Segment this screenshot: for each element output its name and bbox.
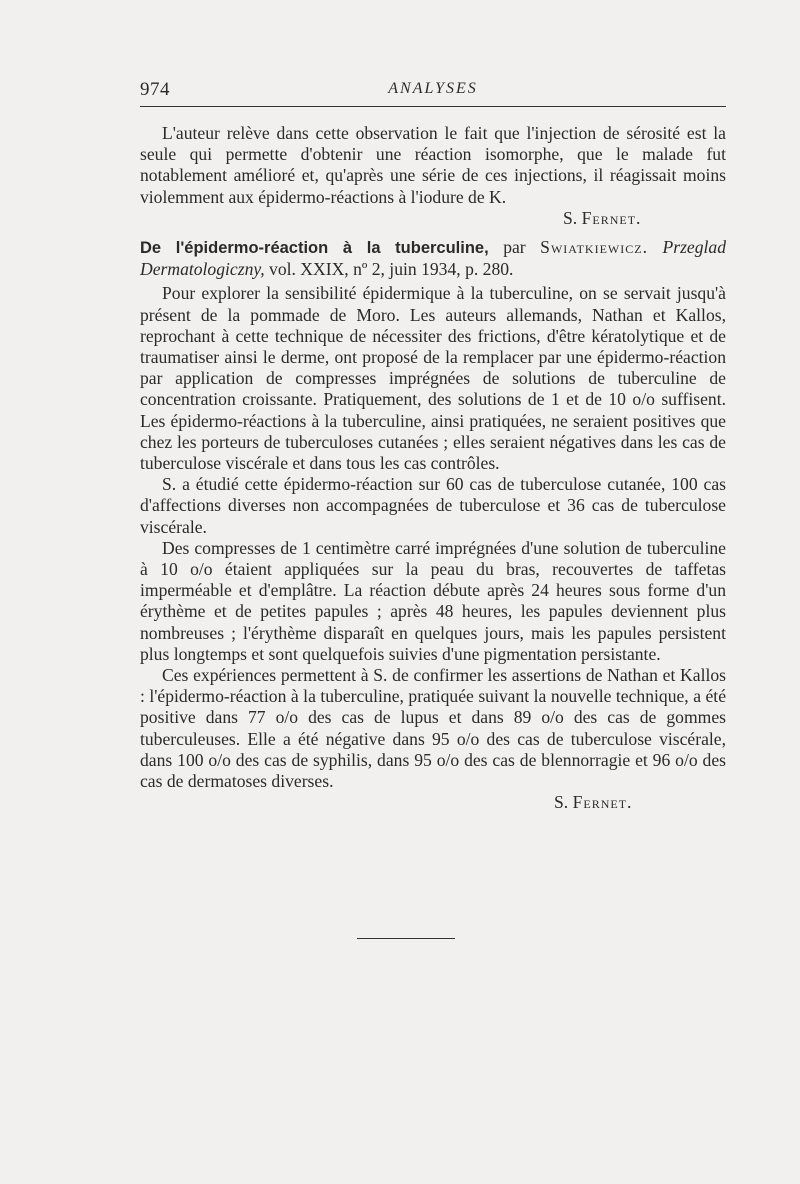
page-header <box>140 79 726 103</box>
review-2-journal: Przeglad Dermatologiczny, <box>140 237 727 280</box>
review-2-paragraph: Pour explorer la sensibilité épidermique à la tuberculine, on se servait jusqu'à présent de la pommade de Moro. Les auteurs allemands, Nathan et Kallos, reprochant à cette technique de nécessiter des frictions, d'être kératolytique et de traumatiser ainsi le derme, ont proposé de la remplacer par une épidermo-réaction par application de compresses imprégnées de solutions de tuberculine de concentration croissante. Pratiquement, des solutions de 1 et de 10 o/o suffisent. Les épidermo-réactions à la tuberculine, ainsi pratiquées, ne seraient positives que chez les porteurs de tuberculoses cutanées ; elles seraient négatives dans les cas de tuberculose viscérale et dans tous les cas contrôles. <box>140 283 726 474</box>
review-2-paragraph: Ces expériences permettent à S. de confirmer les assertions de Nathan et Kallos : l'épidermo-réaction à la tuberculine, pratiquée suivant la nouvelle technique, a été positive dans 77 o/o des cas de lupus et dans 89 o/o des cas de gommes tuberculeuses. Elle a été négative dans 95 o/o des cas de tuberculose viscérale, dans 100 o/o des cas de syphilis, dans 95 o/o des cas de blennorragie et 96 o/o des cas de dermatoses diverses. <box>140 665 726 792</box>
header-rule <box>140 106 726 107</box>
running-title: ANALYSES <box>388 80 478 97</box>
end-rule <box>357 938 455 939</box>
page-number: 974 <box>140 79 170 100</box>
review-2-citation: vol. XXIX, nº 2, juin 1934, p. 280. <box>269 259 514 280</box>
signature-initial: S. <box>563 207 578 228</box>
review-1-signature <box>140 208 726 229</box>
review-2-title: De l'épidermo-réaction à la tuberculine, <box>140 239 489 258</box>
signature-initial: S. <box>554 792 569 813</box>
review-2-paragraph: Des compresses de 1 centimètre carré imprégnées d'une solution de tuberculine à 10 o/o étaient appliquées sur la peau du bras, recouvertes de taffetas imperméable et d'emplâtre. La réaction débute après 24 heures sous forme d'un érythème et de petites papules ; après 48 heures, les papules deviennent plus nombreuses ; l'érythème disparaît en quelques jours, mais les papules persistent plus longtemps et sont quelquefois suivies d'une pigmentation persistante. <box>140 537 726 664</box>
review-2-author: Swiatkiewicz. <box>540 237 648 258</box>
signature-name: Fernet. <box>572 792 633 813</box>
signature-name: Fernet. <box>581 207 642 228</box>
review-2-by: par <box>503 237 526 258</box>
review-2-paragraph: S. a étudié cette épidermo-réaction sur 60 cas de tuberculose cutanée, 100 cas d'affections diverses non accompagnées de tuberculose et 36 cas de tuberculose viscérale. <box>140 474 726 537</box>
review-2-signature <box>140 792 726 813</box>
review-1-paragraph: L'auteur relève dans cette observation le fait que l'injection de sérosité est la seule qui permette d'obtenir une réaction isomorphe, que le malade fut notablement amélioré et, qu'après une série de ces injections, il réagissait moins violemment aux épidermo-réactions à l'iodure de K. <box>140 123 726 207</box>
review-2-heading <box>140 237 726 280</box>
page-body <box>140 123 726 814</box>
